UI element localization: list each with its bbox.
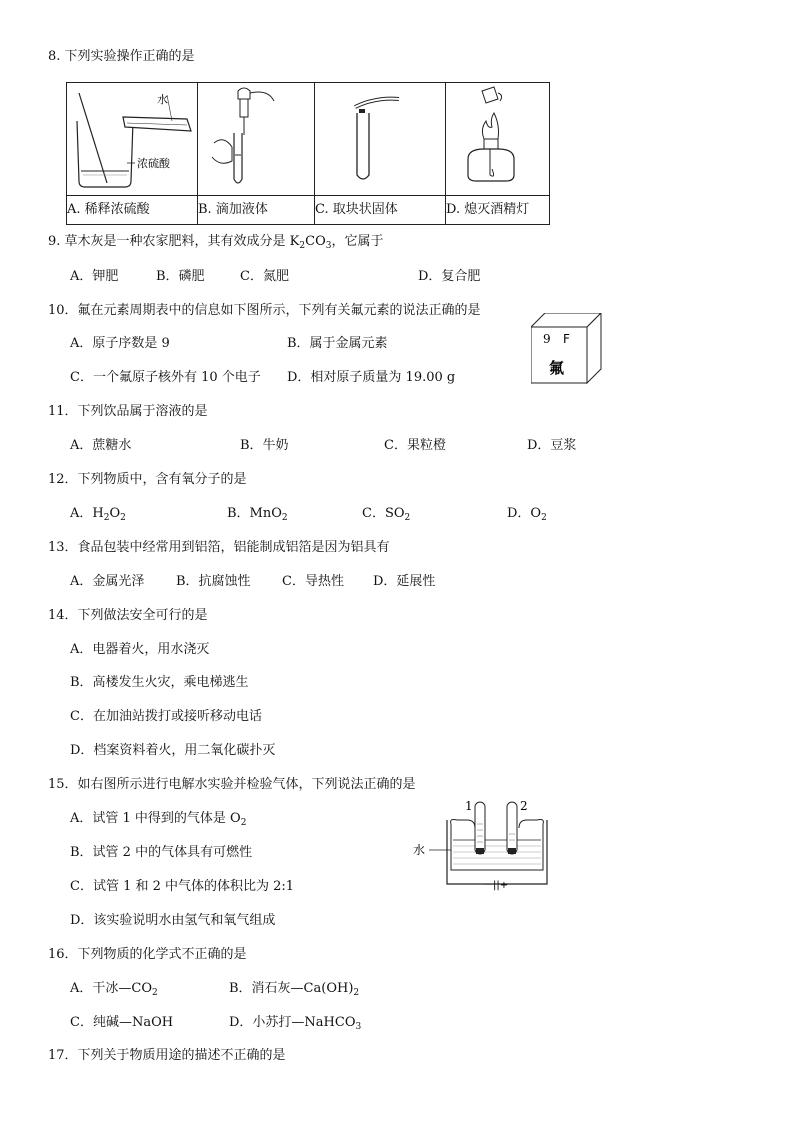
q11-option-d: D．豆浆 <box>527 438 577 453</box>
q14-option-d: D．档案资料着火，用二氧化碳扑灭 <box>70 743 276 758</box>
q9-option-d: D．复合肥 <box>418 269 481 284</box>
q13-option-d: D．延展性 <box>373 574 436 589</box>
dropper-figure <box>198 83 314 195</box>
q9-stem: 9. 草木灰是一种农家肥料，其有效成分是 $K_2CO_3$，它属于 <box>48 234 384 251</box>
q10-option-c: C．一个氟原子核外有 10 个电子 <box>70 370 261 385</box>
q10-option-a: A．原子序数是 9 <box>70 336 170 351</box>
q11-stem: 11．下列饮品属于溶液的是 <box>48 404 208 419</box>
q8-caption-a: A. 稀释浓硫酸 <box>67 196 198 225</box>
label-water: 水 <box>157 93 168 106</box>
q11-option-c: C．果粒橙 <box>384 438 446 453</box>
element-name: 氟 <box>549 359 565 377</box>
q12-option-b: B．MnO$_2$ <box>227 506 288 523</box>
q15-option-c: C．试管 1 和 2 中气体的体积比为 2:1 <box>70 879 295 894</box>
q12-stem: 12．下列物质中，含有氧分子的是 <box>48 472 247 487</box>
q16-option-c: C．纯碱—NaOH <box>70 1015 174 1030</box>
q12-option-c: C．$SO_2$ <box>362 506 411 523</box>
q16-stem: 16．下列物质的化学式不正确的是 <box>48 947 247 962</box>
test-tube-figure <box>315 83 445 195</box>
q10-stem: 10．氟在元素周期表中的信息如下图所示，下列有关氟元素的说法正确的是 <box>48 303 481 318</box>
q16-option-b: B．消石灰$—Ca(OH)_2$ <box>229 981 360 998</box>
q10-option-b: B．属于金属元素 <box>287 336 388 351</box>
q17-stem: 17．下列关于物质用途的描述不正确的是 <box>48 1048 286 1063</box>
dilute-acid-figure <box>67 83 197 195</box>
q13-option-c: C．导热性 <box>282 574 344 589</box>
q16-option-a: A．干冰$—CO_2$ <box>70 981 158 998</box>
q8-figure-d <box>446 83 550 196</box>
q15-option-a: A．试管 1 中得到的气体是 $O_2$ <box>70 811 247 828</box>
tube-1-label: 1 <box>465 799 473 813</box>
element-symbol: F <box>563 332 570 346</box>
q8-caption-b: B. 滴加液体 <box>198 196 315 225</box>
q8-figure-c <box>315 83 446 196</box>
water-label: 水 <box>413 843 426 857</box>
alcohol-lamp-figure <box>446 83 549 195</box>
q11-option-b: B．牛奶 <box>240 438 289 453</box>
q9-option-b: B．磷肥 <box>156 269 205 284</box>
q15-option-d: D．该实验说明水由氢气和氧气组成 <box>70 913 276 928</box>
q13-option-a: A．金属光泽 <box>70 574 145 589</box>
q15-stem: 15．如右图所示进行电解水实验并检验气体，下列说法正确的是 <box>48 777 416 792</box>
q8-caption-c: C. 取块状固体 <box>315 196 446 225</box>
q12-option-a: A．$H_2O_2$ <box>70 506 126 523</box>
q14-option-c: C．在加油站拨打或接听移动电话 <box>70 709 262 724</box>
q14-stem: 14．下列做法安全可行的是 <box>48 608 208 623</box>
element-tile-fluorine <box>531 313 603 389</box>
element-number: 9 <box>543 332 551 346</box>
q8-stem: 8. 下列实验操作正确的是 <box>48 49 195 64</box>
electrolysis-figure <box>405 796 555 892</box>
q8-figure-table <box>66 82 550 225</box>
label-conc-acid: 浓硫酸 <box>137 157 170 170</box>
q8-caption-d: D. 熄灭酒精灯 <box>446 196 550 225</box>
tube-2-label: 2 <box>520 799 528 813</box>
q14-option-b: B．高楼发生火灾，乘电梯逃生 <box>70 675 249 690</box>
q16-option-d: D．小苏打—NaHCO$_3$ <box>229 1015 362 1032</box>
battery-symbol: －||+ <box>483 880 509 891</box>
q8-figure-a <box>67 83 198 196</box>
q12-option-d: D．$O_2$ <box>507 506 547 523</box>
q9-option-c: C．氮肥 <box>240 269 289 284</box>
q9-option-a: A．钾肥 <box>70 269 119 284</box>
q10-option-d: D．相对原子质量为 19.00 g <box>287 370 456 385</box>
q11-option-a: A．蔗糖水 <box>70 438 132 453</box>
q13-option-b: B．抗腐蚀性 <box>176 574 251 589</box>
q14-option-a: A．电器着火，用水浇灭 <box>70 642 210 657</box>
q8-figure-b <box>198 83 315 196</box>
q13-stem: 13．食品包装中经常用到铝箔，铝能制成铝箔是因为铝具有 <box>48 540 390 555</box>
q15-option-b: B．试管 2 中的气体具有可燃性 <box>70 845 253 860</box>
